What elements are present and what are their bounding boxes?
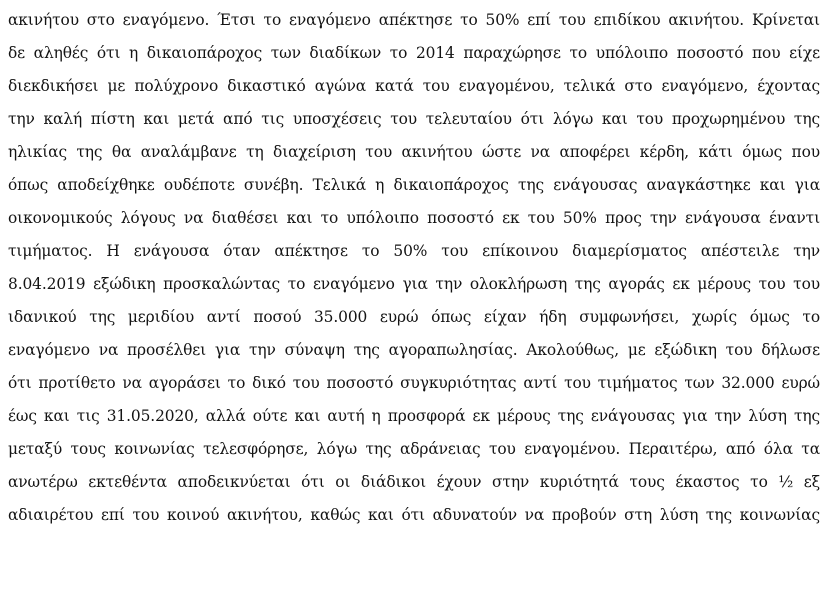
text-line: ακινήτου στο εναγόμενο. Έτσι το εναγόμενο απέκτησε το 50% επί του επιδίκου ακινήτου. Κρίνεται [8, 11, 820, 29]
text-line: ηλικίας της θα αναλάμβανε τη διαχείριση του ακινήτου ώστε να αποφέρει κέρδη, κάτι όμως που [8, 143, 820, 161]
text-line: εναγόμενο να προσέλθει για την σύναψη της αγοραπωλησίας. Ακολούθως, με εξώδικη του δήλωσε [8, 341, 820, 359]
text-line: όπως αποδείχθηκε ουδέποτε συνέβη. Τελικά η δικαιοπάροχος της ενάγουσας αναγκάστηκε και για [8, 176, 820, 194]
text-line: έως και τις 31.05.2020, αλλά ούτε και αυτή η προσφορά εκ μέρους της ενάγουσας για την λύση της [8, 407, 820, 425]
text-line: ιδανικού της μεριδίου αντί ποσού 35.000 ευρώ όπως είχαν ήδη συμφωνήσει, χωρίς όμως το [8, 308, 820, 326]
text-line: οικονομικούς λόγους να διαθέσει και το υπόλοιπο ποσοστό εκ του 50% προς την ενάγουσα έναντι [8, 209, 820, 227]
document-text [8, 4, 820, 532]
text-line: μεταξύ τους κοινωνίας τελεσφόρησε, λόγω της αδράνειας του εναγομένου. Περαιτέρω, από όλα τα [8, 440, 820, 458]
text-line: την καλή πίστη και μετά από τις υποσχέσεις του τελευταίου ότι λόγω και του προχωρημένου της [8, 110, 820, 128]
text-line: τιμήματος. Η ενάγουσα όταν απέκτησε το 50% του επίκοινου διαμερίσματος απέστειλε την [8, 242, 820, 260]
text-line: 8.04.2019 εξώδικη προσκαλώντας το εναγόμενο για την ολοκλήρωση της αγοράς εκ μέρους του του [8, 275, 820, 293]
text-line: ότι προτίθετο να αγοράσει το δικό του ποσοστό συγκυριότητας αντί του τιμήματος των 32.000 ευρώ [8, 374, 820, 392]
text-line: αδιαιρέτου επί του κοινού ακινήτου, καθώς και ότι αδυνατούν να προβούν στη λύση της κοινωνίας [8, 506, 820, 524]
text-line: διεκδικήσει με πολύχρονο δικαστικό αγώνα κατά του εναγομένου, τελικά στο εναγόμενο, έχοντας [8, 77, 820, 95]
text-line: ανωτέρω εκτεθέντα αποδεικνύεται ότι οι διάδικοι έχουν στην κυριότητά τους έκαστος το ½ εξ [8, 473, 820, 491]
text-line: δε αληθές ότι η δικαιοπάροχος των διαδίκων το 2014 παραχώρησε το υπόλοιπο ποσοστό που είχε [8, 44, 820, 62]
